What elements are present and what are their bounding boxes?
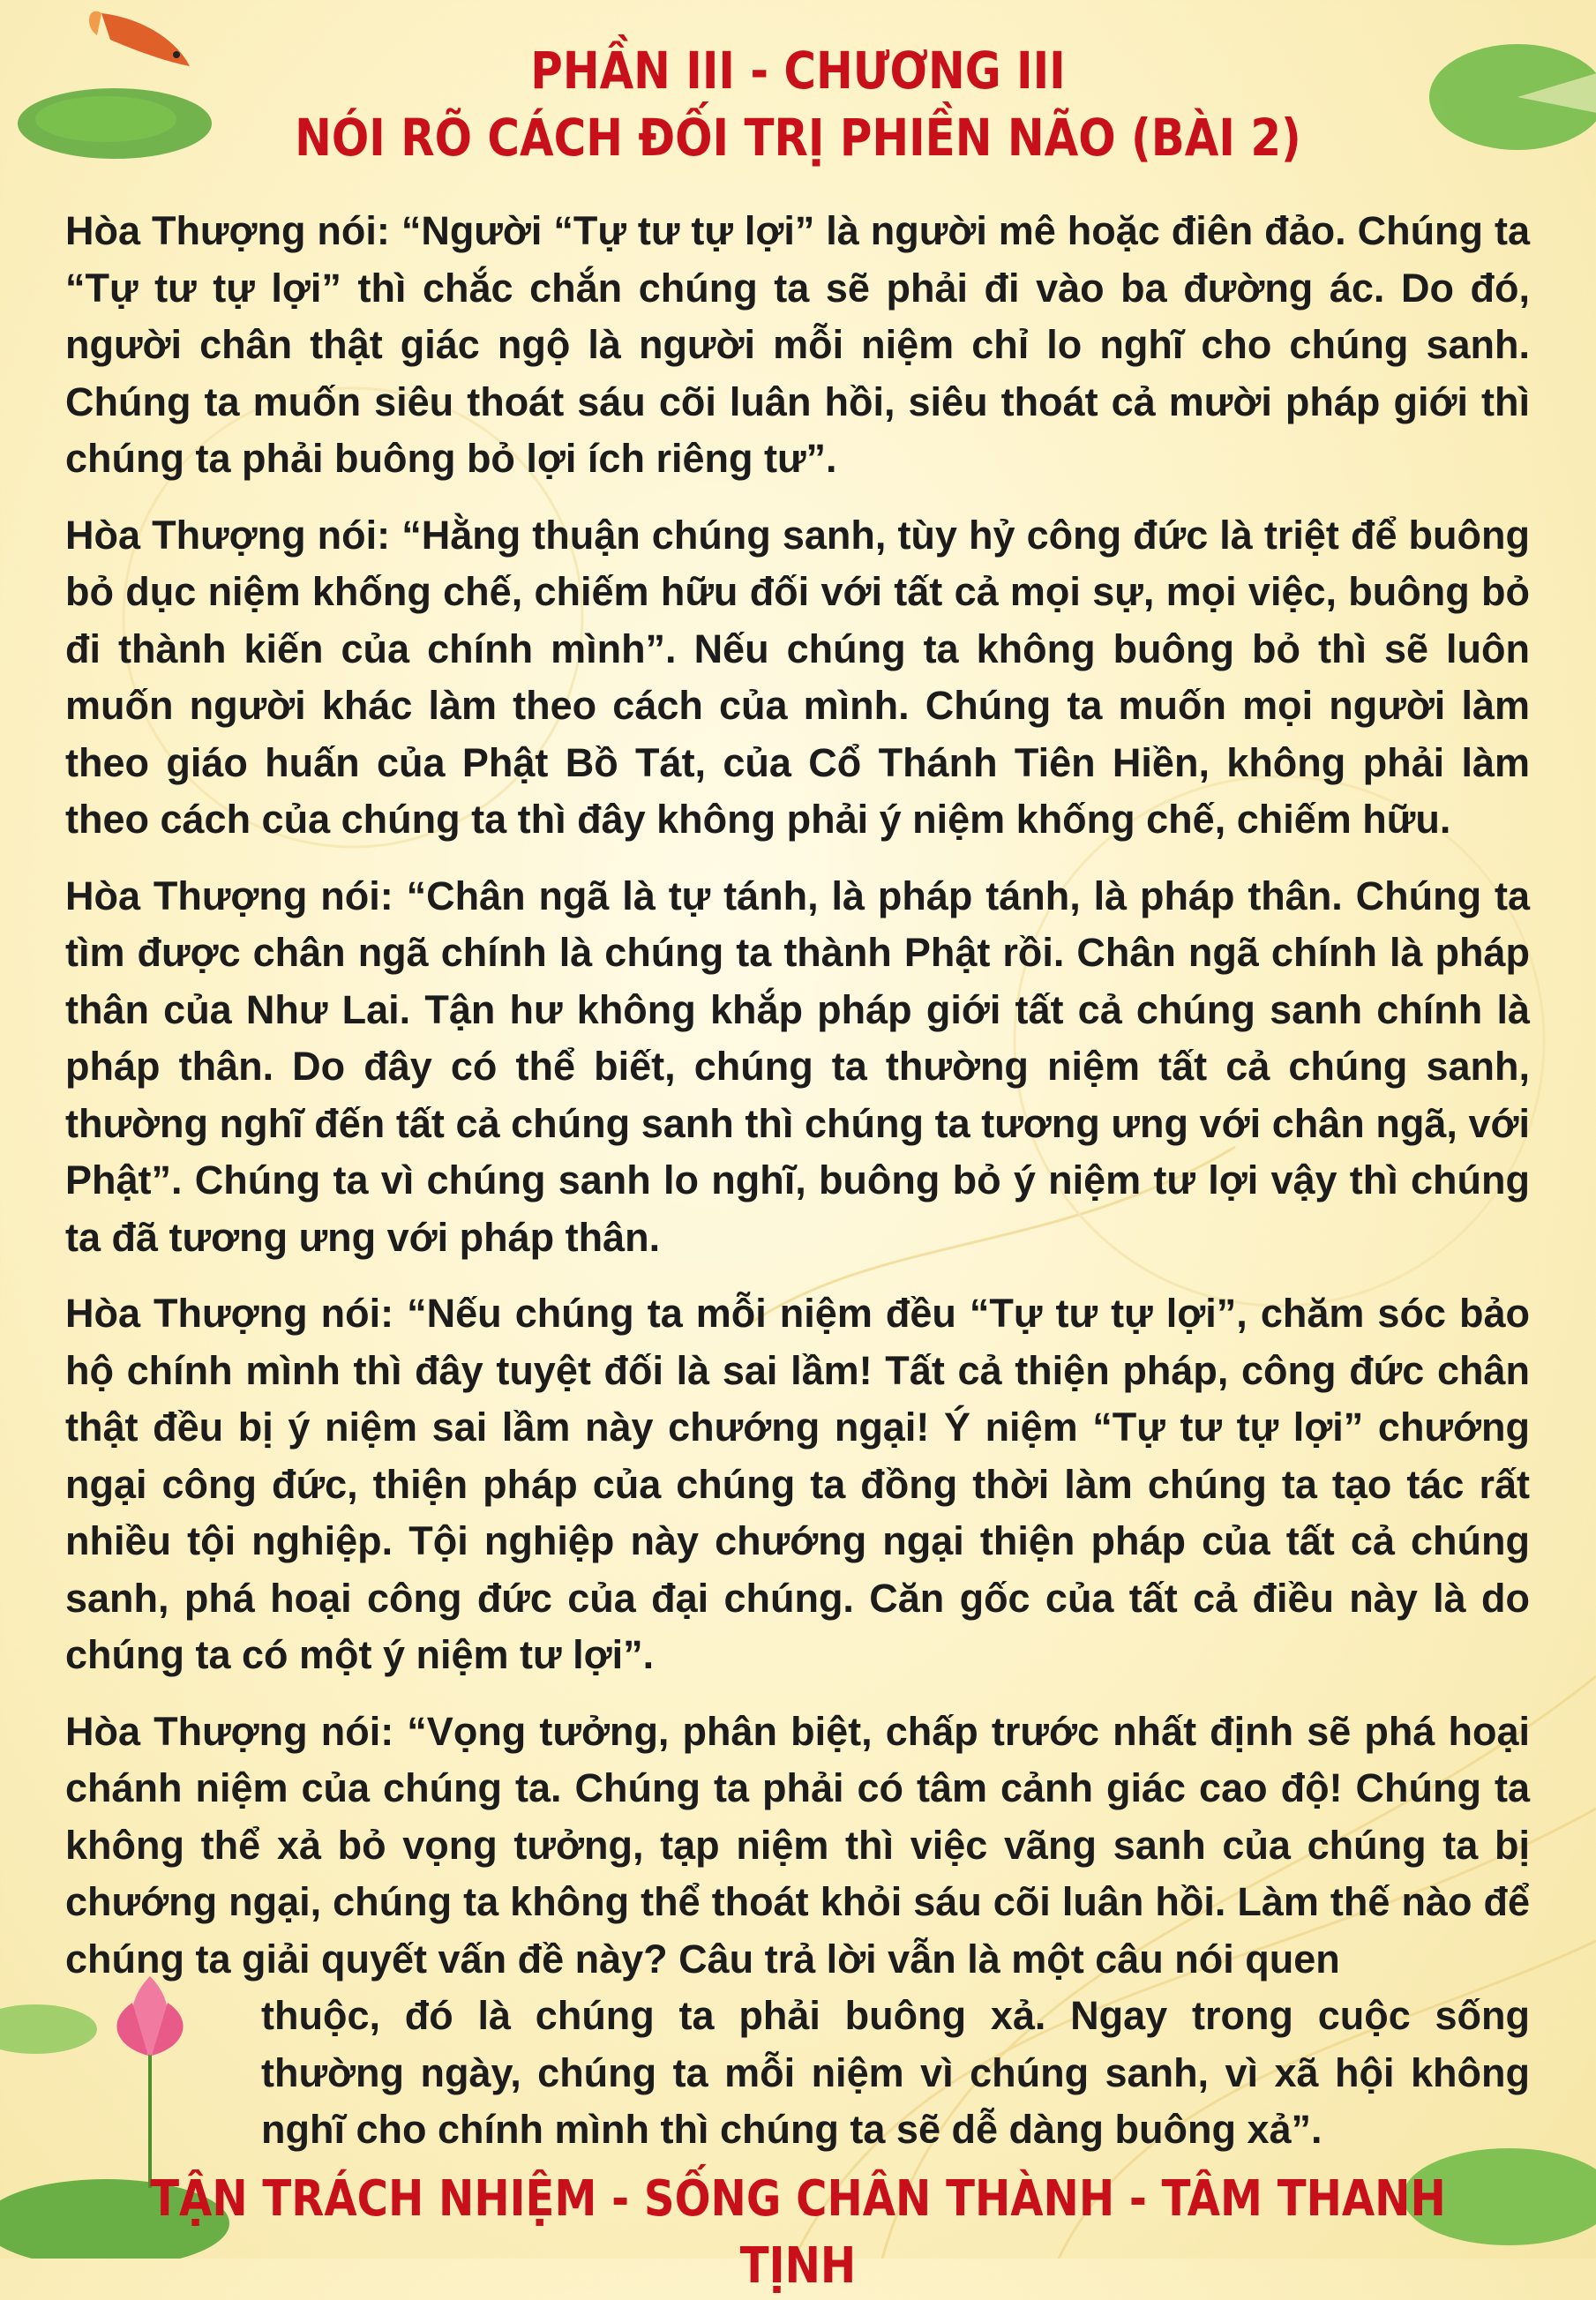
title-line-1: PHẦN III - CHƯƠNG III: [530, 41, 1066, 101]
paragraph-indented-continuation: thuộc, đó là chúng ta phải buông xả. Ngay trong cuộc sống thường ngày, chúng ta mỗi niệm vì chúng sanh, vì xã hội không nghĩ cho chính mình thì chúng ta sẽ dễ dàng buông xả”.: [261, 1993, 1530, 2152]
title-line-2: NÓI RÕ CÁCH ĐỐI TRỊ PHIỀN NÃO (BÀI 2): [295, 108, 1301, 168]
paragraph-main-text: Hòa Thượng nói: “Vọng tưởng, phân biệt, chấp trước nhất định sẽ phá hoại chánh niệm của chúng ta. Chúng ta phải có tâm cảnh giác cao độ! Chúng ta không thể xả bỏ vọng tưởng, tạp niệm thì việc vãng sanh của chúng ta bị chướng ngại, chúng ta không thể thoát khỏi sáu cõi luân hồi. Làm thế nào để chúng ta giải quyết vấn đề này? Câu trả lời vẫn là một câu nói quen: [65, 1708, 1530, 1982]
paragraph: [65, 1704, 1530, 1989]
paragraph: Hòa Thượng nói: “Người “Tự tư tự lợi” là người mê hoặc điên đảo. Chúng ta “Tự tư tự lợi” thì chắc chắn chúng ta sẽ phải đi vào ba đường ác. Do đó, người chân thật giác ngộ là người mỗi niệm chỉ lo nghĩ cho chúng sanh. Chúng ta muốn siêu thoát sáu cõi luân hồi, siêu thoát cả mười pháp giới thì chúng ta phải buông bỏ lợi ích riêng tư”.: [65, 208, 1530, 481]
paragraph: Hòa Thượng nói: “Hằng thuận chúng sanh, tùy hỷ công đức là triệt để buông bỏ dục niệm khống chế, chiếm hữu đối với tất cả mọi sự, mọi việc, buông bỏ đi thành kiến của chính mình”. Nếu chúng ta không buông bỏ thì sẽ luôn muốn người khác làm theo cách của mình. Chúng ta muốn mọi người làm theo giáo huấn của Phật Bồ Tát, của Cổ Thánh Tiên Hiền, không phải làm theo cách của chúng ta thì đây không phải ý niệm khống chế, chiếm hữu.: [65, 512, 1530, 842]
paragraph: Hòa Thượng nói: “Chân ngã là tự tánh, là pháp tánh, là pháp thân. Chúng ta tìm được chân ngã chính là chúng ta thành Phật rồi. Chân ngã chính là pháp thân của Như Lai. Tận hư không khắp pháp giới tất cả chúng sanh chính là pháp thân. Do đây có thể biết, chúng ta thường niệm tất cả chúng sanh, thường nghĩ đến tất cả chúng sanh thì chúng ta tương ưng với chân ngã, với Phật”. Chúng ta vì chúng sanh lo nghĩ, buông bỏ ý niệm tư lợi vậy thì chúng ta đã tương ưng với pháp thân.: [65, 873, 1530, 1260]
motto-footer: TẬN TRÁCH NHIỆM - SỐNG CHÂN THÀNH - TÂM THANH TỊNH: [150, 2170, 1446, 2295]
article-body: [65, 203, 1530, 2159]
page-title: [112, 37, 1485, 171]
paragraph: Hòa Thượng nói: “Nếu chúng ta mỗi niệm đều “Tự tư tự lợi”, chăm sóc bảo hộ chính mình thì đây tuyệt đối là sai lầm! Tất cả thiện pháp, công đức chân thật đều bị ý niệm sai lầm này chướng ngại! Ý niệm “Tự tư tự lợi” chướng ngại công đức, thiện pháp của chúng ta đồng thời làm chúng ta tạo tác rất nhiều tội nghiệp. Tội nghiệp này chướng ngại thiện pháp của tất cả chúng sanh, phá hoại công đức của đại chúng. Căn gốc của tất cả điều này là do chúng ta có một ý niệm tư lợi”.: [65, 1291, 1530, 1677]
